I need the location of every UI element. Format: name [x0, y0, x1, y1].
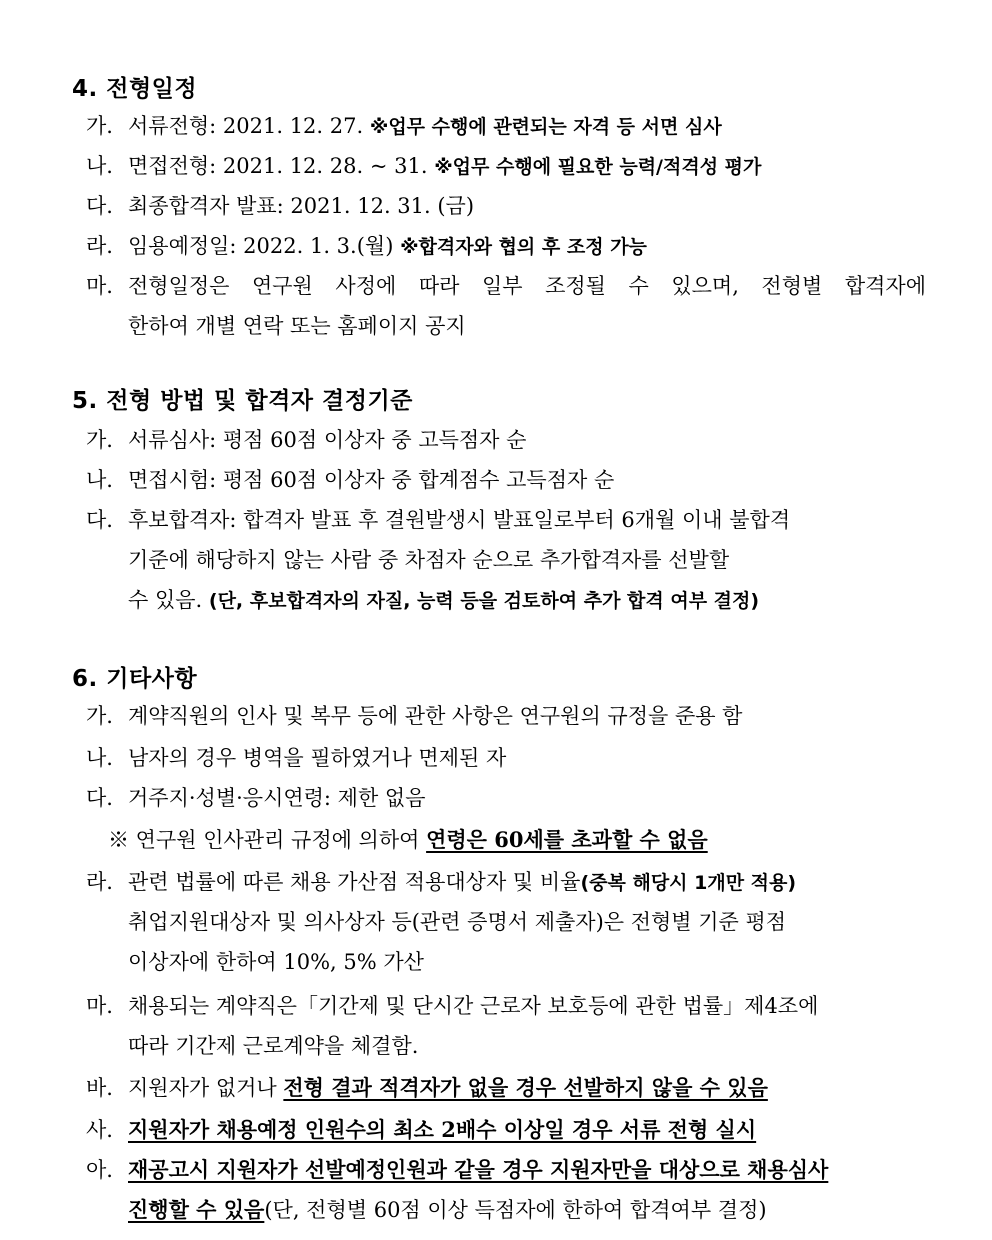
section-6-heading: 6. 기타사항	[72, 666, 198, 692]
item-marker: 나.	[86, 468, 113, 492]
s5-item-b	[86, 460, 926, 500]
item-text-cont: 따라 기간제 근로계약을 체결함.	[128, 1034, 419, 1058]
item-marker: 라.	[86, 234, 113, 258]
item-marker: 마.	[86, 274, 113, 298]
item-note: ※업무 수행에 관련되는 자격 등 서면 심사	[369, 116, 722, 138]
item-marker: 다.	[86, 786, 113, 810]
note-emphasis: 연령은 60세를 초과할 수 없음	[426, 827, 708, 852]
item-text: 서류심사: 평점 60점 이상자 중 고득점자 순	[128, 428, 527, 452]
item-emphasis: 재공고시 지원자가 선발예정인원과 같을 경우 지원자만을 대상으로 채용심사	[128, 1157, 829, 1182]
s5-item-c	[86, 500, 926, 620]
item-text: 관련 법률에 따른 채용 가산점 적용대상자 및 비율	[128, 870, 581, 894]
item-marker: 다.	[86, 194, 113, 218]
s6-item-h	[86, 1150, 926, 1230]
item-marker: 가.	[86, 114, 113, 138]
item-emphasis: 전형 결과 적격자가 없을 경우 선발하지 않을 수 있음	[283, 1075, 768, 1100]
item-note: (단, 후보합격자의 자질, 능력 등을 검토하여 추가 합격 여부 결정)	[208, 590, 760, 612]
item-text-cont: 수 있음.	[128, 588, 209, 612]
s4-item-e	[86, 266, 926, 346]
item-text-cont: 취업지원대상자 및 의사상자 등(관련 증명서 제출자)은 전형별 기준 평점	[128, 910, 787, 934]
item-text: 계약직원의 인사 및 복무 등에 관한 사항은 연구원의 규정을 준용 함	[128, 704, 743, 728]
s4-item-c	[86, 186, 926, 226]
s6-item-a	[86, 696, 926, 736]
item-note: (중복 해당시 1개만 적용)	[580, 872, 797, 894]
item-marker: 나.	[86, 154, 113, 178]
s6-item-e	[86, 986, 926, 1066]
item-text: 면접시험: 평점 60점 이상자 중 합계점수 고득점자 순	[128, 468, 615, 492]
note-text: ※ 연구원 인사관리 규정에 의하여	[108, 828, 427, 852]
item-text: 채용되는 계약직은「기간제 및 단시간 근로자 보호등에 관한 법률」제4조에	[128, 994, 819, 1018]
s6-item-d	[86, 862, 926, 982]
item-text: 최종합격자 발표: 2021. 12. 31. (금)	[128, 194, 475, 218]
item-text: 지원자가 없거나	[128, 1076, 284, 1100]
item-marker: 다.	[86, 508, 113, 532]
item-marker: 가.	[86, 428, 113, 452]
item-text: 면접전형: 2021. 12. 28. ~ 31.	[128, 154, 435, 178]
item-note: ※업무 수행에 필요한 능력/적격성 평가	[434, 156, 762, 178]
item-marker: 마.	[86, 994, 113, 1018]
s4-item-d	[86, 226, 926, 266]
s6-item-c	[86, 778, 926, 818]
item-text-cont: 이상자에 한하여 10%, 5% 가산	[128, 950, 424, 974]
item-marker: 나.	[86, 746, 113, 770]
s6-item-f	[86, 1068, 926, 1108]
item-text: 서류전형: 2021. 12. 27.	[128, 114, 370, 138]
item-marker: 라.	[86, 870, 113, 894]
section-4-heading: 4. 전형일정	[72, 76, 198, 102]
s6-item-g	[86, 1110, 926, 1150]
s5-item-a	[86, 420, 926, 460]
item-text-cont: 한하여 개별 연락 또는 홈페이지 공지	[128, 314, 466, 338]
item-marker: 사.	[86, 1118, 113, 1142]
item-text: 후보합격자: 합격자 발표 후 결원발생시 발표일로부터 6개월 이내 불합격	[128, 508, 791, 532]
item-emphasis: 지원자가 채용예정 인원수의 최소 2배수 이상일 경우 서류 전형 실시	[128, 1117, 757, 1142]
item-text-cont: (단, 전형별 60점 이상 득점자에 한하여 합격여부 결정)	[264, 1198, 767, 1222]
section-5-heading: 5. 전형 방법 및 합격자 결정기준	[72, 388, 413, 414]
s4-item-b	[86, 146, 926, 186]
item-marker: 가.	[86, 704, 113, 728]
s6-item-b	[86, 738, 926, 778]
item-text-cont: 기준에 해당하지 않는 사람 중 차점자 순으로 추가합격자를 선발할	[128, 548, 730, 572]
item-note: ※합격자와 협의 후 조정 가능	[400, 236, 647, 258]
item-text: 임용예정일: 2022. 1. 3.(월)	[128, 234, 401, 258]
item-text: 남자의 경우 병역을 필하였거나 면제된 자	[128, 746, 507, 770]
item-text: 거주지·성별·응시연령: 제한 없음	[128, 786, 426, 810]
s6-age-note	[108, 820, 708, 860]
item-marker: 아.	[86, 1158, 113, 1182]
s4-item-a	[86, 106, 926, 146]
item-marker: 바.	[86, 1076, 113, 1100]
item-emphasis: 진행할 수 있음	[128, 1197, 265, 1222]
item-text: 전형일정은 연구원 사정에 따라 일부 조정될 수 있으며, 전형별 합격자에	[128, 274, 926, 298]
